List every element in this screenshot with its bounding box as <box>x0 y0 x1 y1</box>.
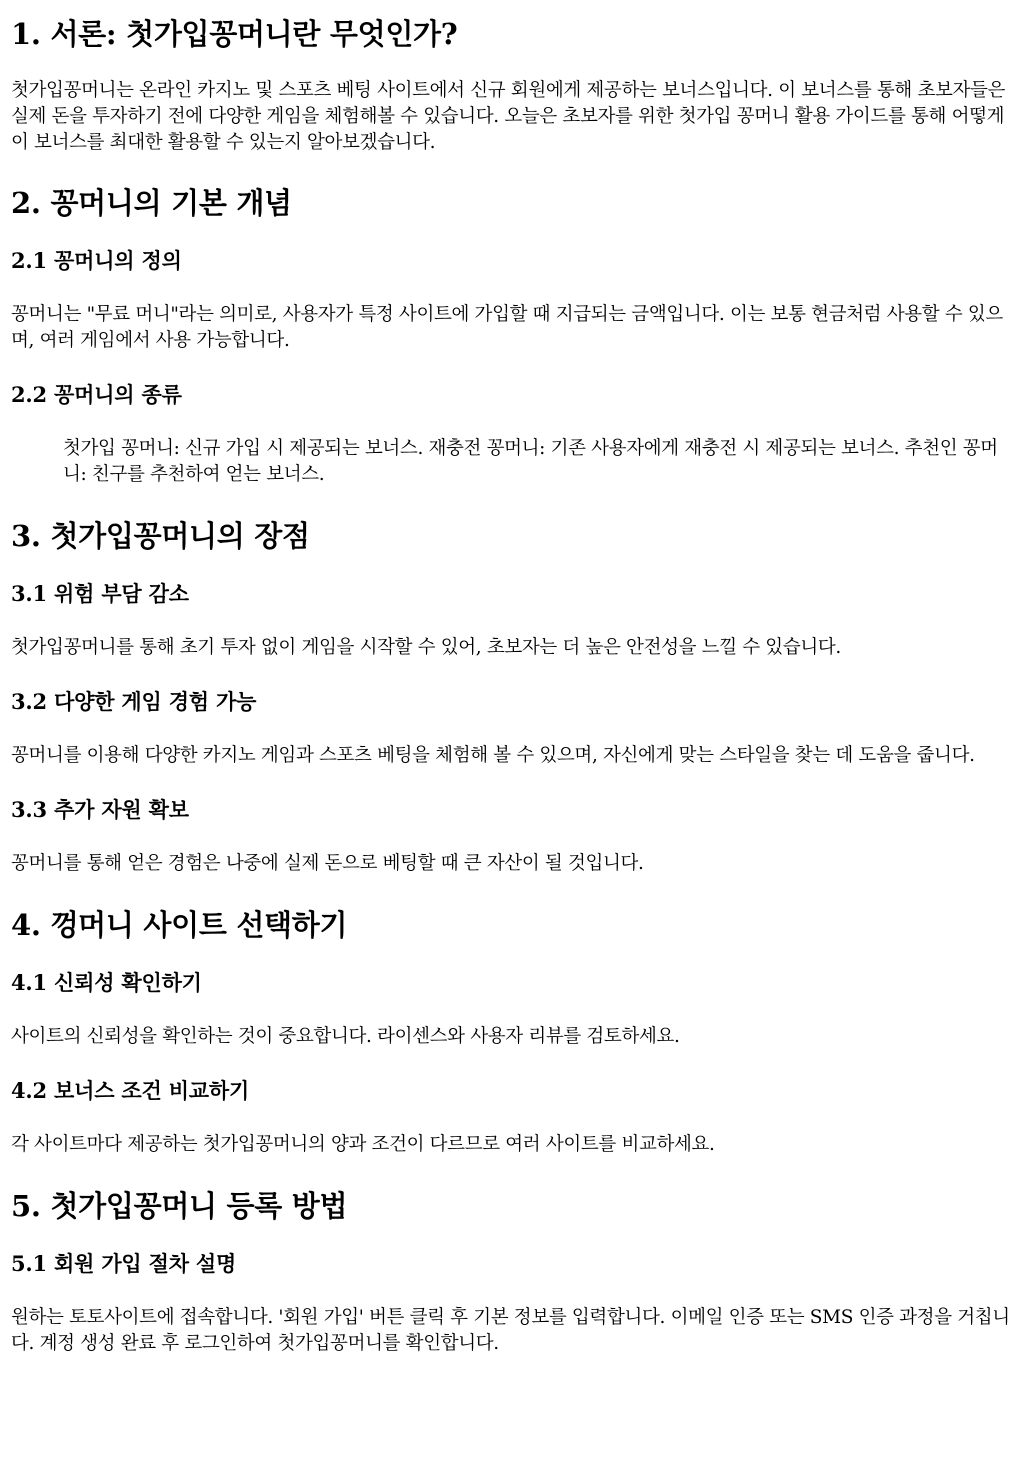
section-1-paragraph: 첫가입꽁머니는 온라인 카지노 및 스포츠 베팅 사이트에서 신규 회원에게 제공하는 보너스입니다. 이 보너스를 통해 초보자들은 실제 돈을 투자하기 전에 다양한 게임을 체험해볼 수 있습니다. 오늘은 초보자를 위한 첫가입 꽁머니 활용 가이드를 통해 어떻게 이 보너스를 최대한 활용할 수 있는지 알아보겠습니다. <box>11 80 1006 153</box>
section-4-2-heading: 4.2 보너스 조건 비교하기 <box>11 1078 250 1103</box>
section-5-1-heading: 5.1 회원 가입 절차 설명 <box>11 1251 237 1276</box>
section-2-1-heading: 2.1 꽁머니의 정의 <box>11 248 182 273</box>
article <box>0 16 1024 1357</box>
section-3-2-heading: 3.2 다양한 게임 경험 가능 <box>11 689 257 714</box>
section-4-2-paragraph: 각 사이트마다 제공하는 첫가입꽁머니의 양과 조건이 다르므로 여러 사이트를 비교하세요. <box>11 1134 715 1155</box>
section-5-1-paragraph: 원하는 토토사이트에 접속합니다. '회원 가입' 버튼 클릭 후 기본 정보를 입력합니다. 이메일 인증 또는 SMS 인증 과정을 거칩니다. 계정 생성 완료 후 로그인하여 첫가입꽁머니를 확인합니다. <box>11 1307 1010 1354</box>
section-3-1-paragraph: 첫가입꽁머니를 통해 초기 투자 없이 게임을 시작할 수 있어, 초보자는 더 높은 안전성을 느낄 수 있습니다. <box>11 637 841 658</box>
section-5-heading: 5. 첫가입꽁머니 등록 방법 <box>11 1189 348 1223</box>
section-3-2-paragraph: 꽁머니를 이용해 다양한 카지노 게임과 스포츠 베팅을 체험해 볼 수 있으며, 자신에게 맞는 스타일을 찾는 데 도움을 줍니다. <box>11 745 975 766</box>
section-1-heading: 1. 서론: 첫가입꽁머니란 무엇인가? <box>11 17 458 51</box>
section-3-3-heading: 3.3 추가 자원 확보 <box>11 797 189 822</box>
section-3-3-paragraph: 꽁머니를 통해 얻은 경험은 나중에 실제 돈으로 베팅할 때 큰 자산이 될 것입니다. <box>11 853 644 874</box>
section-3-1-heading: 3.1 위험 부담 감소 <box>11 581 189 606</box>
section-4-heading: 4. 껑머니 사이트 선택하기 <box>11 908 348 942</box>
section-2-1-paragraph: 꽁머니는 "무료 머니"라는 의미로, 사용자가 특정 사이트에 가입할 때 지급되는 금액입니다. 이는 보통 현금처럼 사용할 수 있으며, 여러 게임에서 사용 가능합니다. <box>11 304 1003 351</box>
section-2-heading: 2. 꽁머니의 기본 개념 <box>11 186 292 220</box>
section-3-heading: 3. 첫가입꽁머니의 장점 <box>11 519 310 553</box>
section-2-2-heading: 2.2 꽁머니의 종류 <box>11 382 182 407</box>
section-2-2-blockquote: 첫가입 꽁머니: 신규 가입 시 제공되는 보너스. 재충전 꽁머니: 기존 사용자에게 재충전 시 제공되는 보너스. 추천인 꽁머니: 친구를 추천하여 얻는 보너스. <box>63 438 998 485</box>
section-4-1-paragraph: 사이트의 신뢰성을 확인하는 것이 중요합니다. 라이센스와 사용자 리뷰를 검토하세요. <box>11 1026 680 1047</box>
section-4-1-heading: 4.1 신뢰성 확인하기 <box>11 970 202 995</box>
